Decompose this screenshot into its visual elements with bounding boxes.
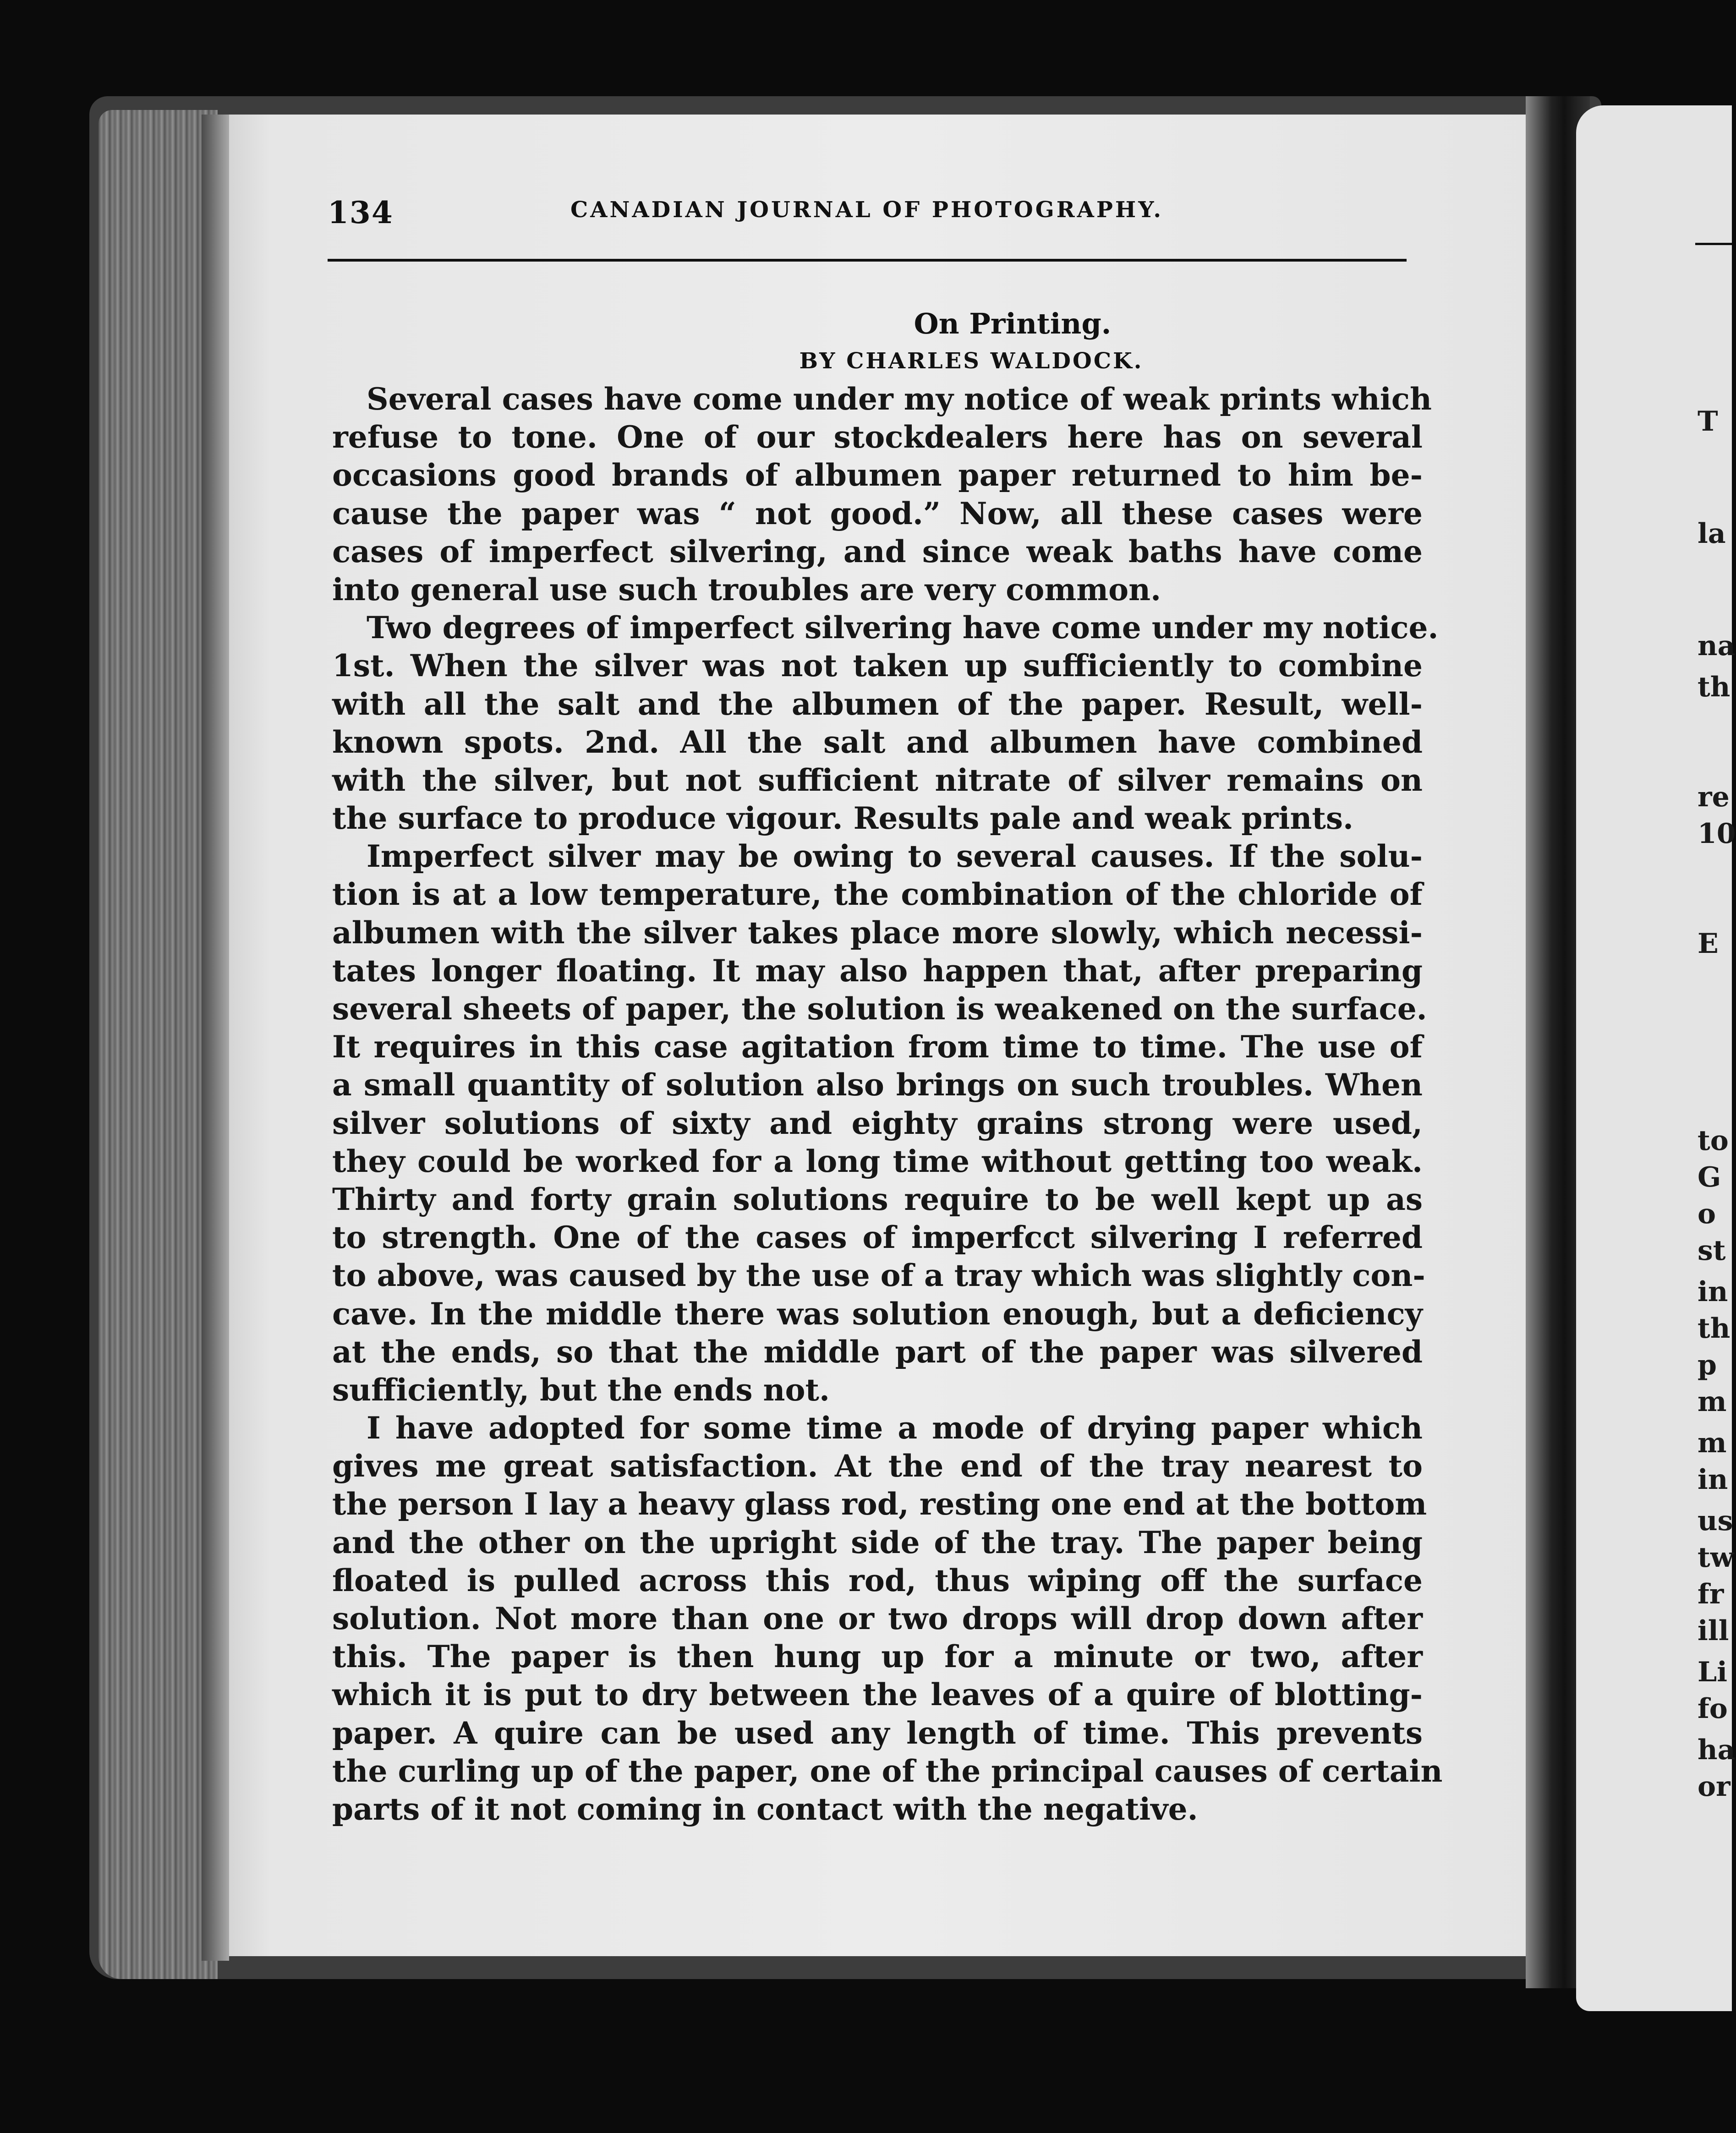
article-line: cases of imperfect silvering, and since weak baths have come [332,533,1423,569]
article-line: a small quantity of solution also brings on such troubles. When [332,1067,1423,1103]
facing-page-fragment: 10 [1698,818,1736,850]
article-line: this. The paper is then hung up for a minute or two, after [332,1639,1423,1675]
article-line: the person I lay a heavy glass rod, resting one end at the bottom [332,1486,1427,1522]
article-line: with all the salt and the albumen of the paper. Result, well- [332,686,1423,722]
facing-page-fragment: th [1698,671,1731,703]
facing-page-fragment: E [1698,928,1719,960]
article-line: cause the paper was “ not good.” Now, all these cases were [332,495,1423,531]
facing-page-fragment: re [1698,781,1730,813]
article-title-row [0,307,1723,340]
article-line: tates longer floating. It may also happen that, after preparing [332,952,1423,989]
running-head: CANADIAN JOURNAL OF PHOTOGRAPHY. [570,197,1164,223]
facing-page-fragment: la [1698,518,1726,550]
article-line: solution. Not more than one or two drops will drop down after [332,1601,1423,1636]
facing-page [1576,105,1736,2011]
facing-page-fragment: us [1698,1505,1733,1537]
article-line: floated is pulled across this rod, thus wiping off the surface [332,1562,1423,1598]
article-line: they could be worked for a long time without getting too weak. [332,1143,1423,1179]
article-line: into general use such troubles are very common. [332,571,1161,607]
facing-page-fragment: m [1698,1427,1727,1459]
facing-page-fragment: ha [1698,1734,1736,1766]
article-line: with the silver, but not sufficient nitrate of silver remains on [332,762,1423,798]
facing-page-fragment: fo [1698,1693,1728,1725]
article-line: occasions good brands of albumen paper returned to him be- [332,457,1423,493]
article-line: sufficiently, but the ends not. [332,1372,830,1408]
page-number: 134 [328,195,394,230]
facing-page-fragment: to [1698,1125,1729,1157]
facing-page-fragment: th [1698,1313,1731,1345]
facing-page-fragment: fr [1698,1578,1724,1610]
facing-page-fragment: tw [1698,1542,1734,1574]
facing-page-header-rule [1695,243,1732,245]
article-line: Thirty and forty grain solutions require to be well kept up as [332,1181,1423,1217]
article-line: known spots. 2nd. All the salt and albumen have combined [332,724,1423,760]
article-line: refuse to tone. One of our stockdealers here has on several [332,419,1423,455]
article-line: gives me great satisfaction. At the end of the tray nearest to [332,1448,1423,1484]
article-line: It requires in this case agitation from time to time. The use of [332,1029,1423,1065]
facing-page-fragment: na [1698,630,1736,662]
page-curl-shadow [202,115,229,1961]
facing-page-fragment: m [1698,1386,1727,1418]
facing-page-fragment: ill [1698,1615,1729,1647]
article-line: 1st. When the silver was not taken up sufficiently to combine [332,648,1423,684]
article-line: the surface to produce vigour. Results pale and weak prints. [332,800,1354,837]
article-line: to strength. One of the cases of imperfcct silvering I referred [332,1220,1423,1256]
article-body [332,380,1443,1828]
facing-page-fragment: Li [1698,1656,1727,1688]
article-line: Two degrees of imperfect silvering have come under my notice. [367,610,1439,646]
article-line: paper. A quire can be used any length of time. This prevents [332,1715,1423,1751]
article-byline: BY CHARLES WALDOCK. [799,348,1144,374]
article-line: to above, was caused by the use of a tray which was slightly con- [332,1258,1425,1294]
article-line: several sheets of paper, the solution is weakened on the surface. [332,991,1427,1027]
page-edges [99,110,218,1979]
article-line: the curling up of the paper, one of the principal causes of certain [332,1753,1443,1789]
article-line: and the other on the upright side of the tray. The paper being [332,1524,1423,1560]
article-title: On Printing. [914,307,1112,340]
article-line: Imperfect silver may be owing to several causes. If the solu- [367,838,1423,875]
article-line: which it is put to dry between the leaves of a quire of blotting- [332,1677,1423,1713]
article-byline-row [0,348,1723,374]
article-line: at the ends, so that the middle part of the paper was silvered [332,1334,1423,1370]
facing-page-fragment: T [1698,405,1718,438]
article-line: tion is at a low temperature, the combination of the chloride of [332,876,1423,913]
facing-page-fragment: in [1698,1464,1728,1496]
article-line: silver solutions of sixty and eighty grains strong were used, [332,1105,1423,1141]
facing-page-fragment: p [1698,1349,1717,1381]
article-line: cave. In the middle there was solution enough, but a deficiency [332,1296,1423,1332]
article-line: albumen with the silver takes place more slowly, which necessi- [332,914,1423,951]
facing-page-fragment: o [1698,1198,1716,1230]
facing-page-fragment: in [1698,1276,1728,1308]
article-line: parts of it not coming in contact with the negative. [332,1791,1198,1827]
article-line: I have adopted for some time a mode of drying paper which [367,1410,1423,1446]
article-line: Several cases have come under my notice of weak prints which [367,381,1432,417]
facing-page-fragment: G [1698,1161,1721,1193]
facing-page-fragment: or [1698,1771,1731,1803]
header-rule [328,259,1407,262]
facing-page-fragment: st [1698,1235,1726,1267]
